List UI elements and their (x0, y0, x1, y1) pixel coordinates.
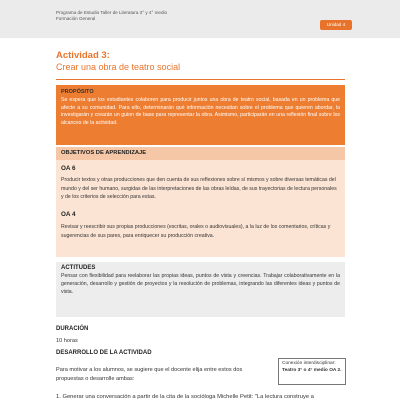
activity-title: Actividad 3: (56, 50, 110, 61)
oa6-title: OA 6 (61, 165, 76, 172)
program-title: Programa de Estudio Taller de Literatura 3° y 4° medio (56, 10, 168, 15)
duracion-value: 10 horas (56, 338, 78, 344)
list-item-1: 1. Generar una conversación a partir de la cita de la socióloga Michelle Petit: "La lectura construye a (56, 394, 314, 400)
objetivos-box (56, 147, 345, 257)
title-divider (56, 79, 345, 80)
conexion-label: Conexión interdisciplinar: (282, 361, 336, 366)
unit-badge: Unidad 4 (320, 20, 352, 30)
oa4-title: OA 4 (61, 211, 76, 218)
actitudes-heading: ACTITUDES (61, 265, 96, 271)
proposito-heading: PROPÓSITO (61, 89, 94, 95)
proposito-box (56, 85, 345, 145)
desarrollo-intro: Para motivar a los alumnos, se sugiere que el docente elija entre estos dos propuestas o desarrolle ambas: (56, 367, 243, 382)
conexion-box (278, 358, 346, 385)
page-header (0, 0, 400, 38)
oa6-text: Producir textos y otras producciones que den cuenta de sus reflexiones sobre sí mismos y sobre diversas temáticas del mundo y del ser humano, surgidas de las interpretaciones de las obras leídas, de sus trayectorias de lectura personales y de los criterios de selección para estas. (61, 177, 337, 201)
duracion-heading: DURACIÓN (56, 326, 89, 332)
desarrollo-heading: DESARROLLO DE LA ACTIVIDAD (56, 350, 152, 356)
oa4-text: Revisar y reescribir sus propias producciones (escritas, orales o audiovisuales), a la luz de los comentarios, críticas y sugerencias de sus pares, para enriquecer su producción creativa. (61, 224, 331, 239)
objetivos-heading: OBJETIVOS DE APRENDIZAJE (56, 147, 345, 160)
proposito-text: Se espera que los estudiantes colaboren para producir juntos una obra de teatro social, basada en un problema que afecte a su comunidad. Para ello, determinarán qué información necesitan sobre el problema que quieren abordar, la investigarán y crearán un guion de base para representar la obra. Asimismo, participarán en una reflexión final sobre los alcances de la actividad. (61, 97, 340, 127)
actitudes-box (56, 262, 345, 317)
actitudes-text: Pensar con flexibilidad para reelaborar las propias ideas, puntos de vista y creencias. Trabajar colaborativamente en la generación, desarrollo y gestión de proyectos y la resolución de problemas, integrando las diferentes ideas y puntos de vista. (61, 273, 340, 296)
program-subtitle: Formación General (56, 16, 96, 21)
activity-subtitle: Crear una obra de teatro social (56, 62, 181, 72)
conexion-value: Teatro 3° o 4° medio OA 2. (282, 367, 342, 373)
